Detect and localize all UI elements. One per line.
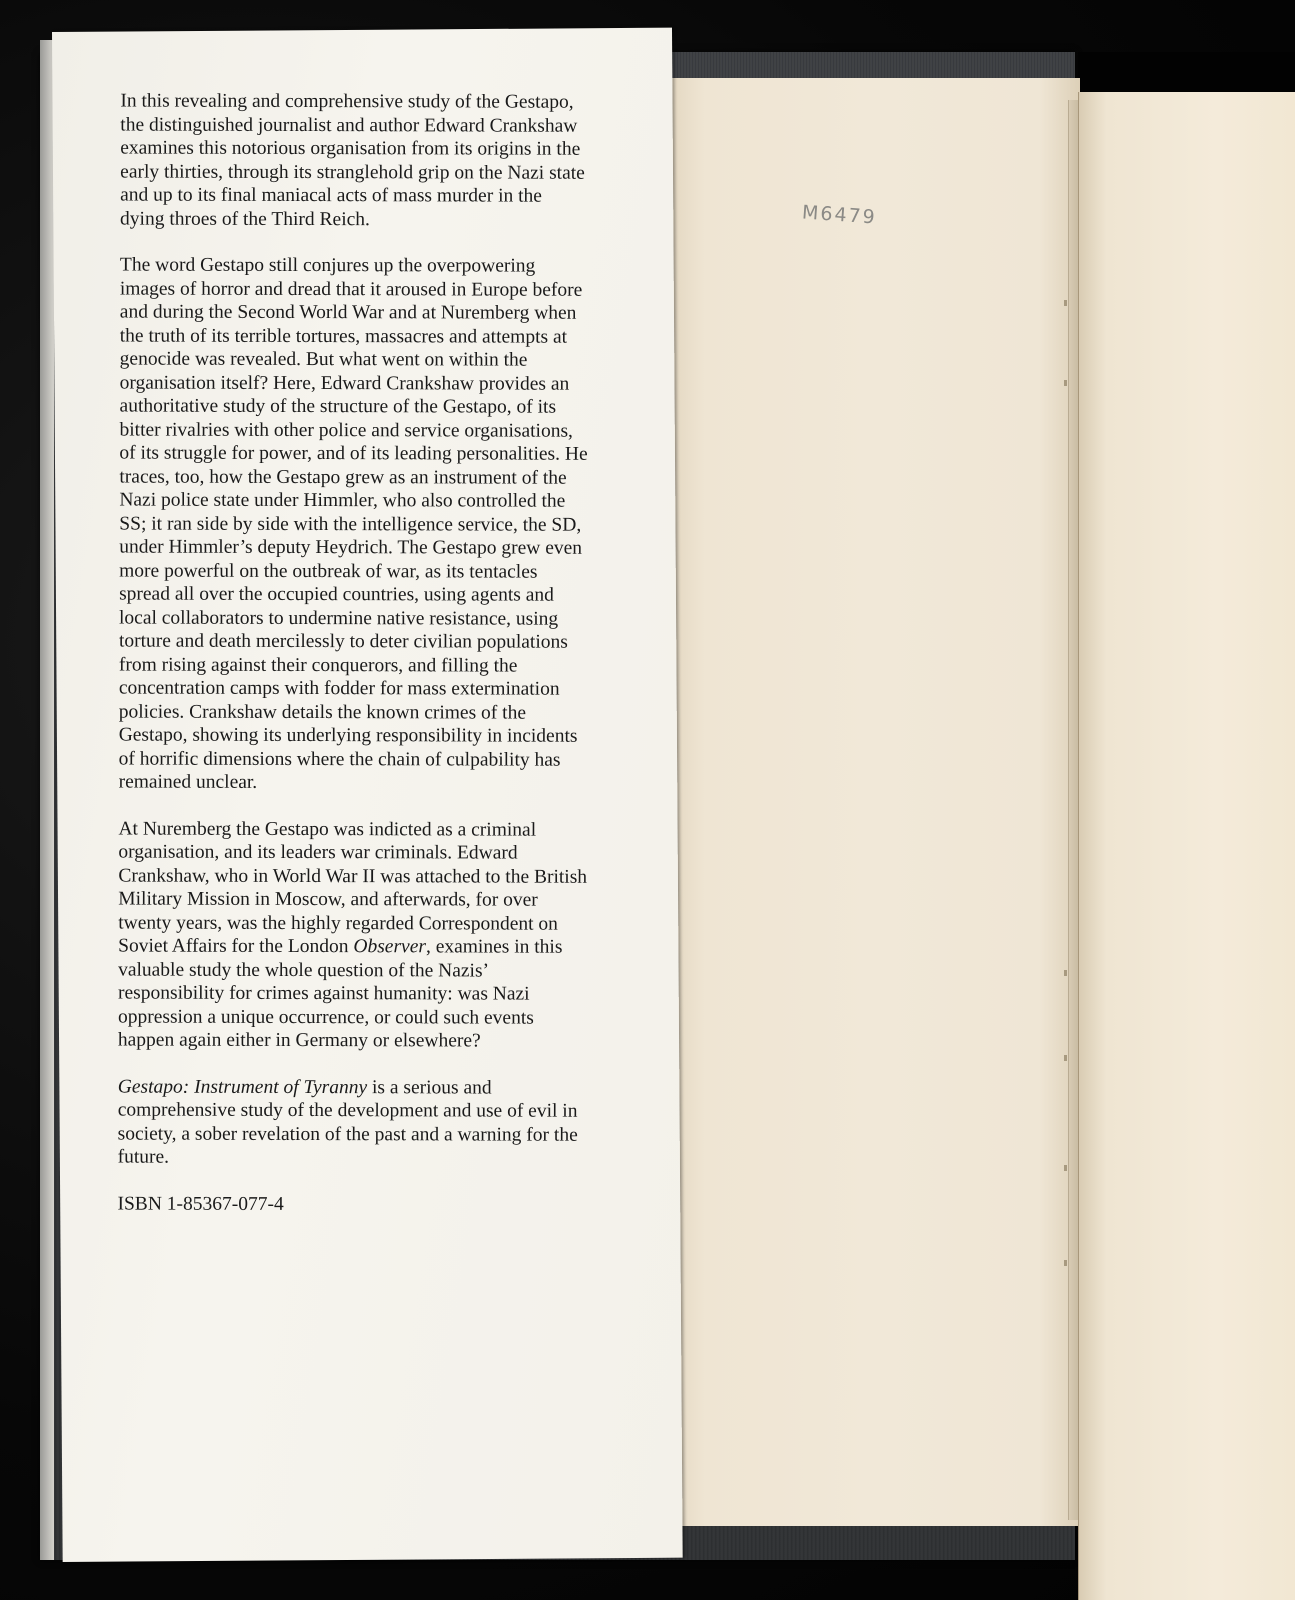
cover-board-top-edge	[660, 52, 1075, 80]
binding-stitch	[1064, 970, 1067, 976]
binding-stitch	[1064, 1055, 1067, 1061]
blurb-paragraph-2: The word Gestapo still conjures up the overpowering images of horror and dread that it aroused in Europe before and during the Second World War and at Nuremberg when the truth of its terrible tortures, massacres and attempts at genocide was revealed. But what went on within the organisation itself? Here, Edward Crankshaw provides an authoritative study of the structure of the Gestapo, of its bitter rivalries with other police and service organisations, of its struggle for power, and of its leading personalities. He traces, too, how the Gestapo grew as an instrument of the Nazi police state under Himmler, who also controlled the SS; it ran side by side with the intelligence service, the SD, under Himmler’s deputy Heydrich. The Gestapo grew even more powerful on the outbreak of war, as its tentacles spread all over the occupied countries, using agents and local collaborators to undermine native resistance, using torture and death mercilessly to deter civilian populations from rising against their conquerors, and filling the concentration camps with fodder for mass extermination policies. Crankshaw details the known crimes of the Gestapo, showing its underlying responsibility in incidents of horrific dimensions where the chain of culpability has remained unclear.	[118, 254, 588, 793]
pencil-code: M6479	[801, 201, 878, 229]
observer-title: Observer	[353, 936, 426, 958]
book-title: Gestapo: Instrument of Tyranny	[117, 1076, 368, 1098]
blurb-paragraph-4-end: is a serious and comprehensive study of the development and use of evil in society, a sober revelation of the past and a warning for the future.	[117, 1076, 578, 1168]
blurb-paragraph-3	[118, 817, 589, 1053]
binding-stitch	[1064, 380, 1067, 386]
blurb-paragraph-4	[118, 1075, 588, 1170]
blurb-paragraph-3-end: , examines in this valuable study the whole question of the Nazis’ responsibility for crimes against humanity: was Nazi oppression a unique occurrence, or could such events happen again either in Germany or elsewhere?	[117, 936, 563, 1052]
dust-jacket-flap	[52, 28, 683, 1562]
blurb-paragraph-3-start: At Nuremberg the Gestapo was indicted as a criminal organisation, and its leaders war criminals. Edward Crankshaw, who in World War II was attached to the British Military Mission in Moscow, and afterwards, for over twenty years, was the highly regarded Correspondent on Soviet Affairs for the London	[118, 818, 588, 958]
right-page	[1078, 92, 1295, 1600]
endpaper	[672, 78, 1080, 1526]
jacket-flap-edge	[40, 40, 54, 1560]
binding-stitch	[1064, 1165, 1067, 1171]
binding-stitch	[1064, 300, 1067, 306]
binding-stitch	[1064, 1260, 1067, 1266]
isbn: ISBN 1-85367-077-4	[117, 1193, 284, 1215]
flap-blurb	[117, 90, 590, 1240]
blurb-paragraph-1: In this revealing and comprehensive study of the Gestapo, the distinguished journalist and author Edward Crankshaw examines this notorious organisation from its origins in the early thirties, through its stranglehold grip on the Nazi state and up to its final maniacal acts of mass murder in the dying throes of the Third Reich.	[120, 90, 585, 230]
